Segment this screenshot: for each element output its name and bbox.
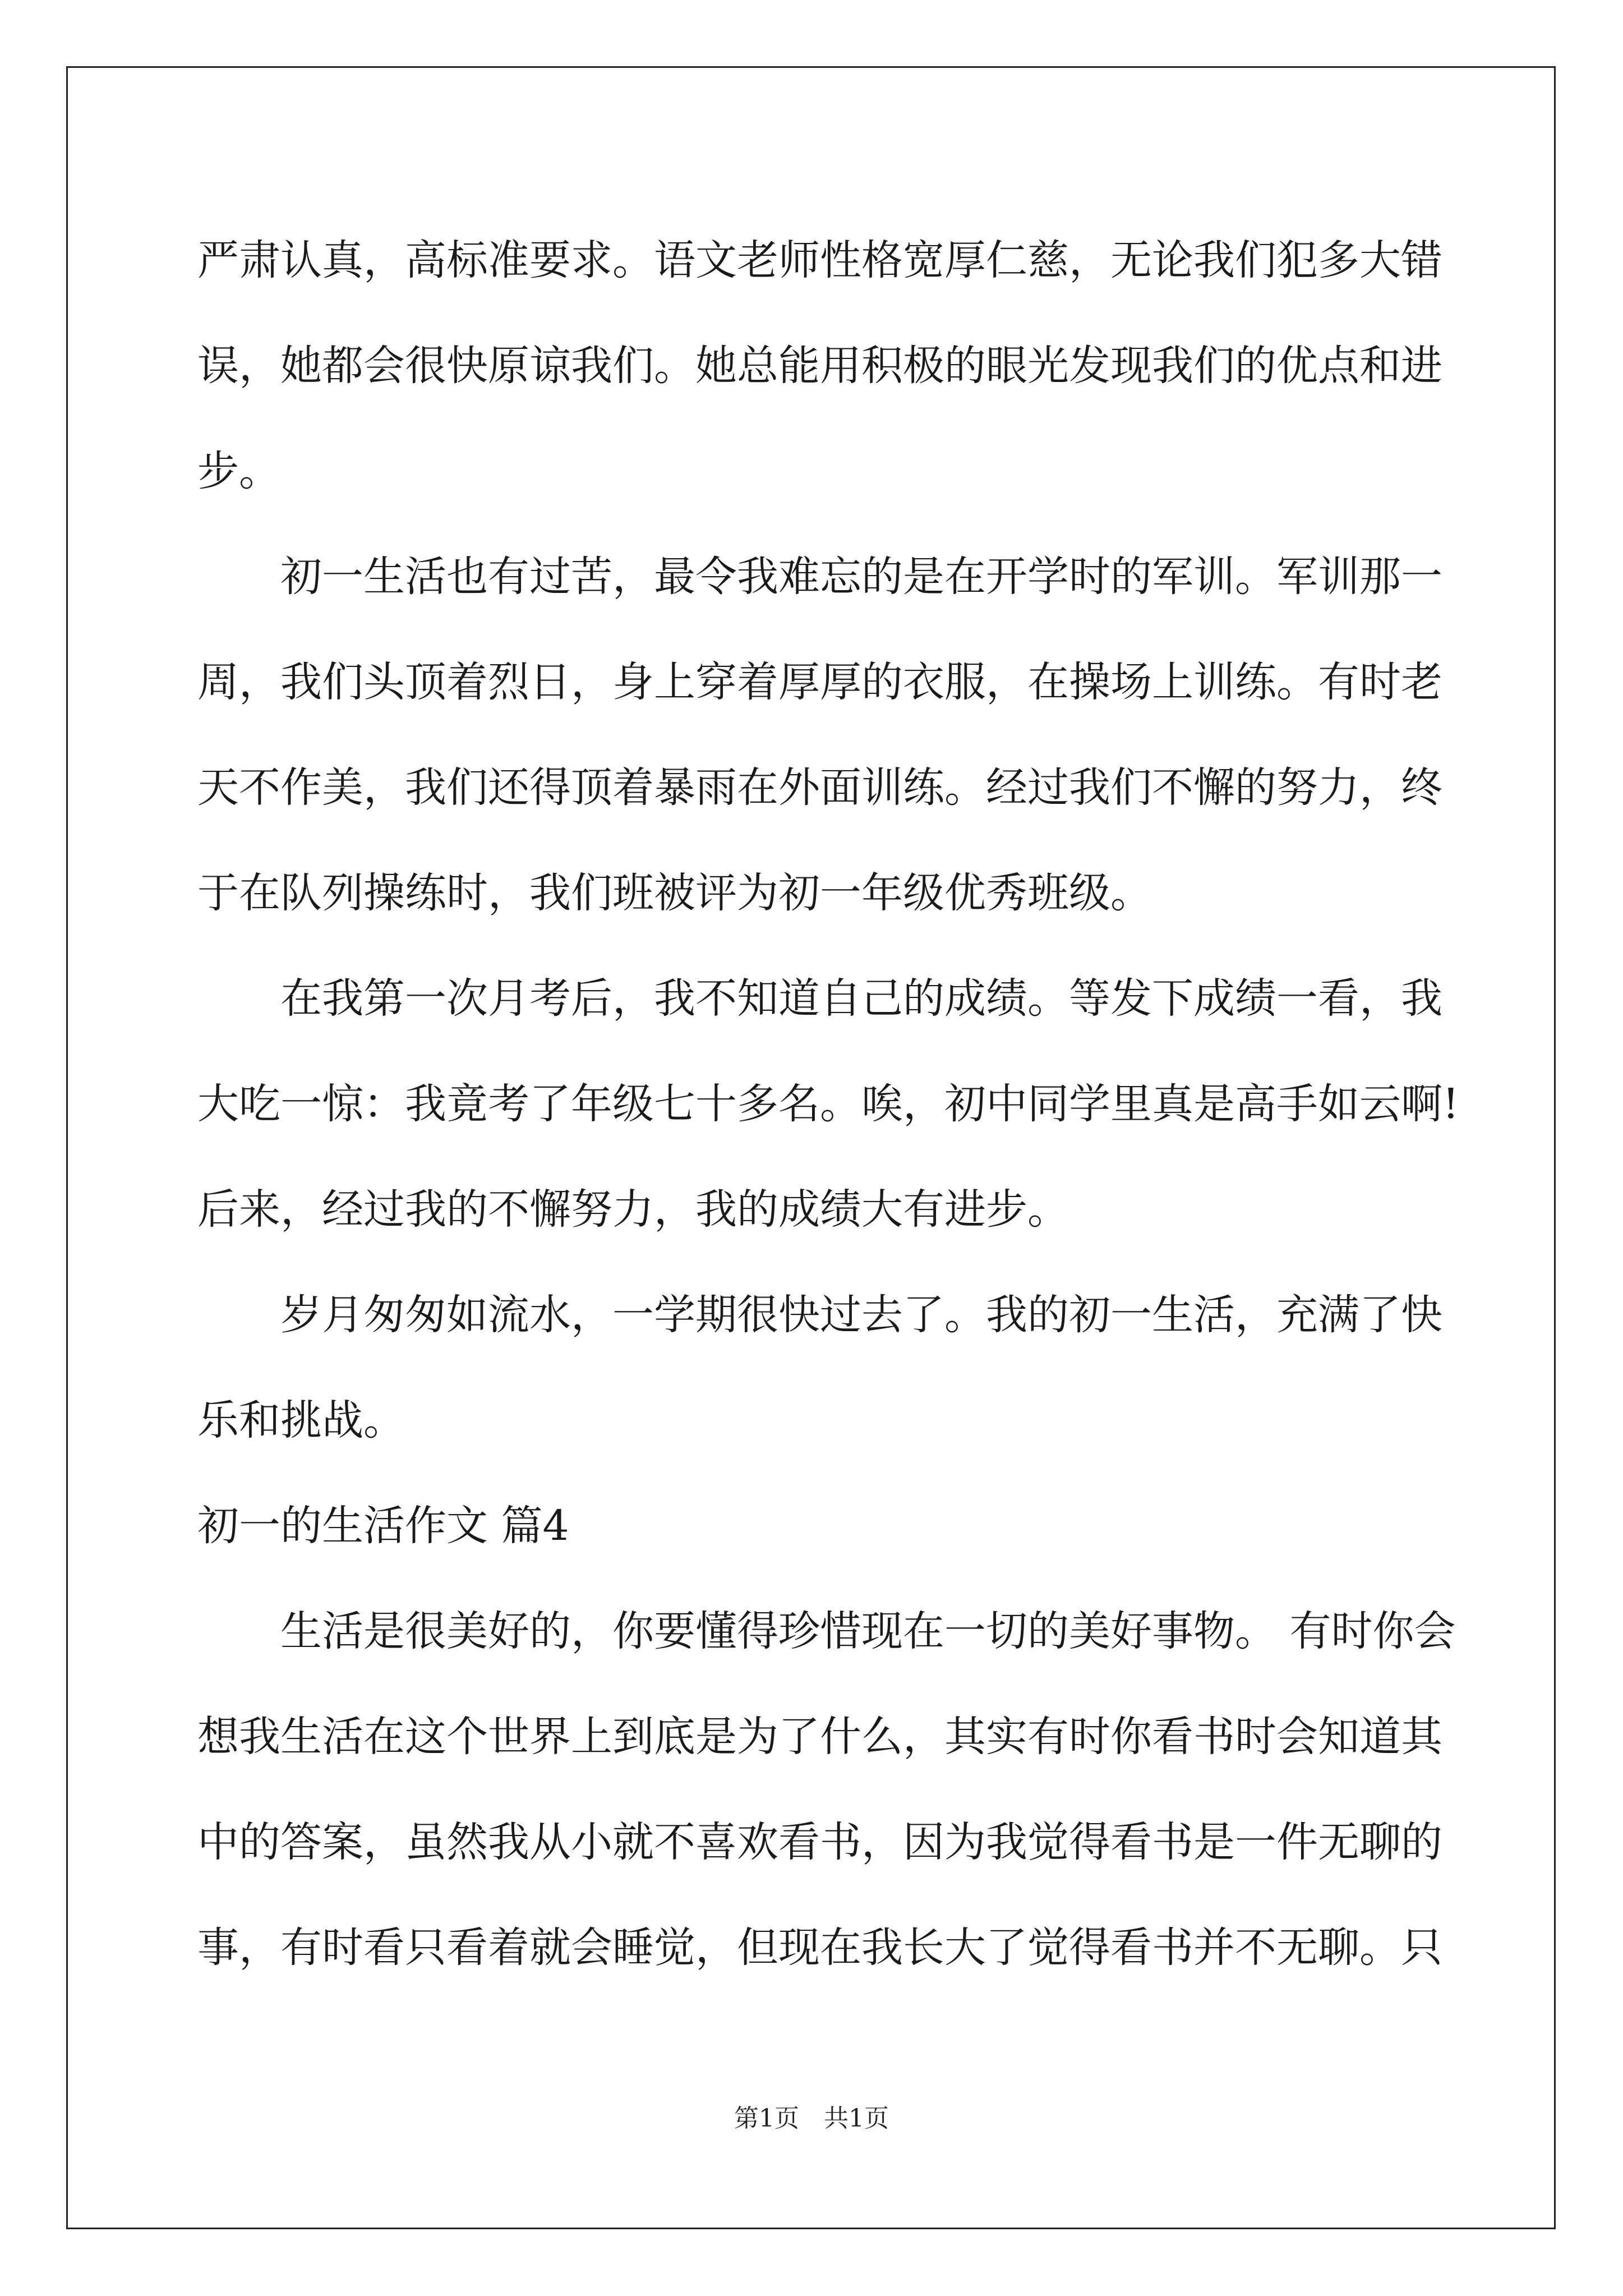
text-line: 周，我们头顶着烈日，身上穿着厚厚的衣服，在操场上训练。有时老 bbox=[197, 658, 1442, 706]
text-line: 岁月匆匆如流水，一学期很快过去了。我的初一生活，充满了快 bbox=[280, 1291, 1442, 1339]
text-line: 事，有时看只看着就会睡觉，但现在我长大了觉得看书并不无聊。只 bbox=[197, 1924, 1442, 1972]
text-line: 误，她都会很快原谅我们。她总能用积极的眼光发现我们的优点和进 bbox=[197, 342, 1442, 390]
text-line: 大吃一惊：我竟考了年级七十多名。唉，初中同学里真是高手如云啊! bbox=[197, 1080, 1459, 1128]
text-line: 于在队列操练时，我们班被评为初一年级优秀班级。 bbox=[197, 869, 1152, 917]
section-heading: 初一的生活作文 篇4 bbox=[197, 1502, 569, 1550]
text-line: 想我生活在这个世界上到底是为了什么，其实有时你看书时会知道其 bbox=[197, 1713, 1442, 1761]
text-line: 严肃认真，高标准要求。语文老师性格宽厚仁慈，无论我们犯多大错 bbox=[197, 236, 1442, 284]
text-line: 初一生活也有过苦，最令我难忘的是在开学时的军训。军训那一 bbox=[280, 553, 1442, 601]
text-line: 步。 bbox=[197, 447, 280, 495]
document-body bbox=[197, 208, 1459, 2000]
page-footer: 第1页 共1页 bbox=[734, 2104, 889, 2133]
text-line: 中的答案，虽然我从小就不喜欢看书，因为我觉得看书是一件无聊的 bbox=[197, 1818, 1442, 1866]
text-line: 乐和挑战。 bbox=[197, 1396, 405, 1444]
text-line: 生活是很美好的，你要懂得珍惜现在一切的美好事物。 有时你会 bbox=[280, 1607, 1456, 1655]
text-line: 在我第一次月考后，我不知道自己的成绩。等发下成绩一看，我 bbox=[280, 974, 1442, 1023]
text-line: 天不作美，我们还得顶着暴雨在外面训练。经过我们不懈的努力，终 bbox=[197, 763, 1442, 812]
text-line: 后来，经过我的不懈努力，我的成绩大有进步。 bbox=[197, 1185, 1069, 1234]
